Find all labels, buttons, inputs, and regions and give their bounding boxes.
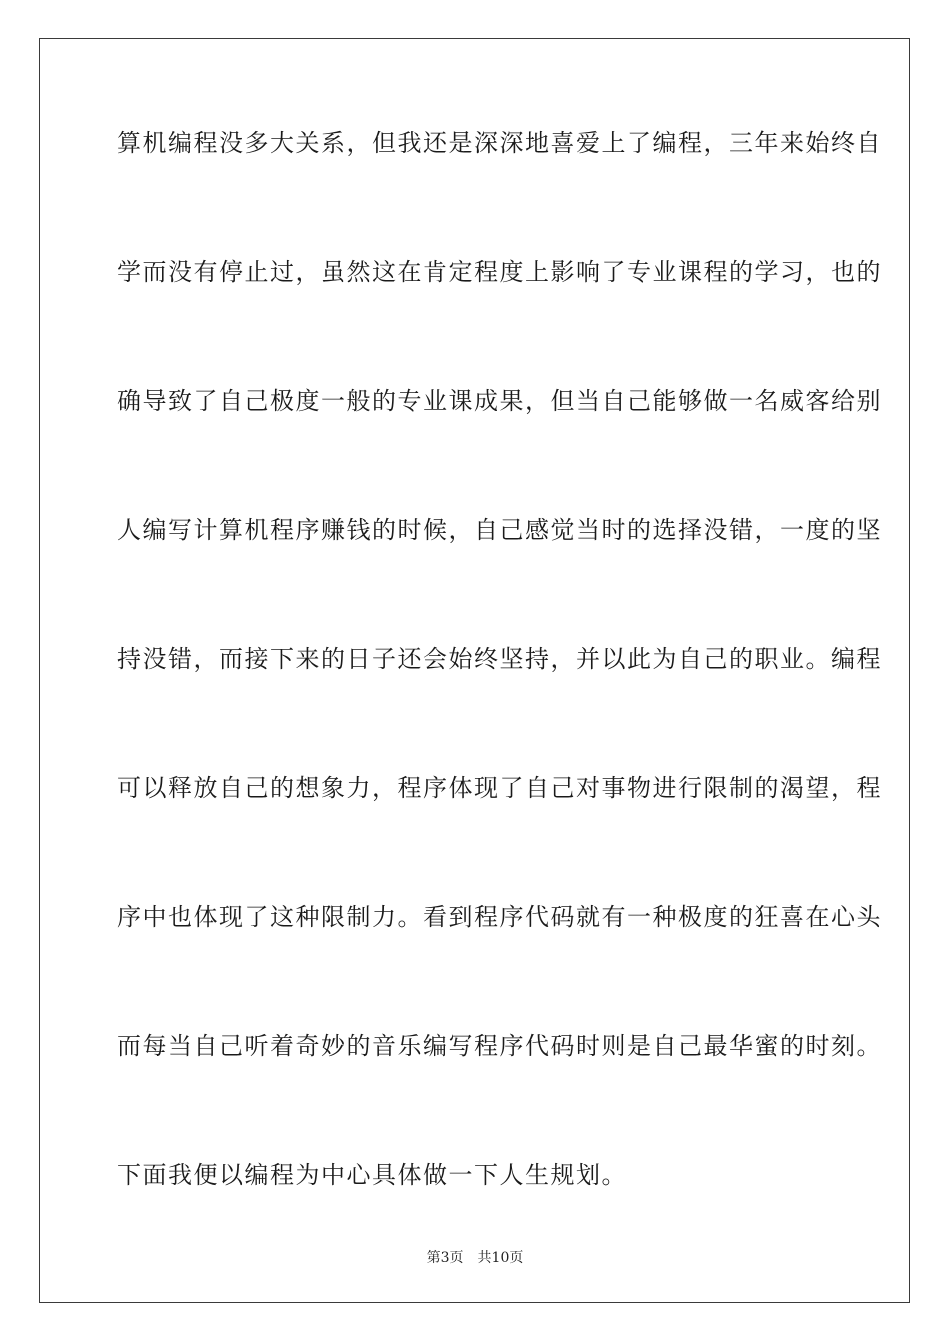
text-line: 持没错，而接下来的日子还会始终坚持，并以此为自己的职业。编程	[117, 645, 882, 673]
page-footer	[0, 1247, 950, 1267]
text-line: 序中也体现了这种限制力。看到程序代码就有一种极度的狂喜在心头	[117, 903, 882, 931]
text-line: 算机编程没多大关系，但我还是深深地喜爱上了编程，三年来始终自	[117, 129, 882, 157]
document-body	[117, 127, 882, 1288]
text-line: 学而没有停止过，虽然这在肯定程度上影响了专业课程的学习，也的	[117, 258, 882, 286]
page-number: 第3页	[426, 1250, 464, 1266]
text-line: 可以释放自己的想象力，程序体现了自己对事物进行限制的渴望，程	[117, 774, 882, 802]
page-total: 共10页	[477, 1250, 524, 1266]
text-line: 确导致了自己极度一般的专业课成果，但当自己能够做一名威客给别	[117, 387, 882, 415]
text-line: 人编写计算机程序赚钱的时候，自己感觉当时的选择没错，一度的坚	[117, 516, 882, 544]
text-line: 下面我便以编程为中心具体做一下人生规划。	[117, 1161, 627, 1189]
text-line: 而每当自己听着奇妙的音乐编写程序代码时则是自己最华蜜的时刻。	[117, 1032, 882, 1060]
